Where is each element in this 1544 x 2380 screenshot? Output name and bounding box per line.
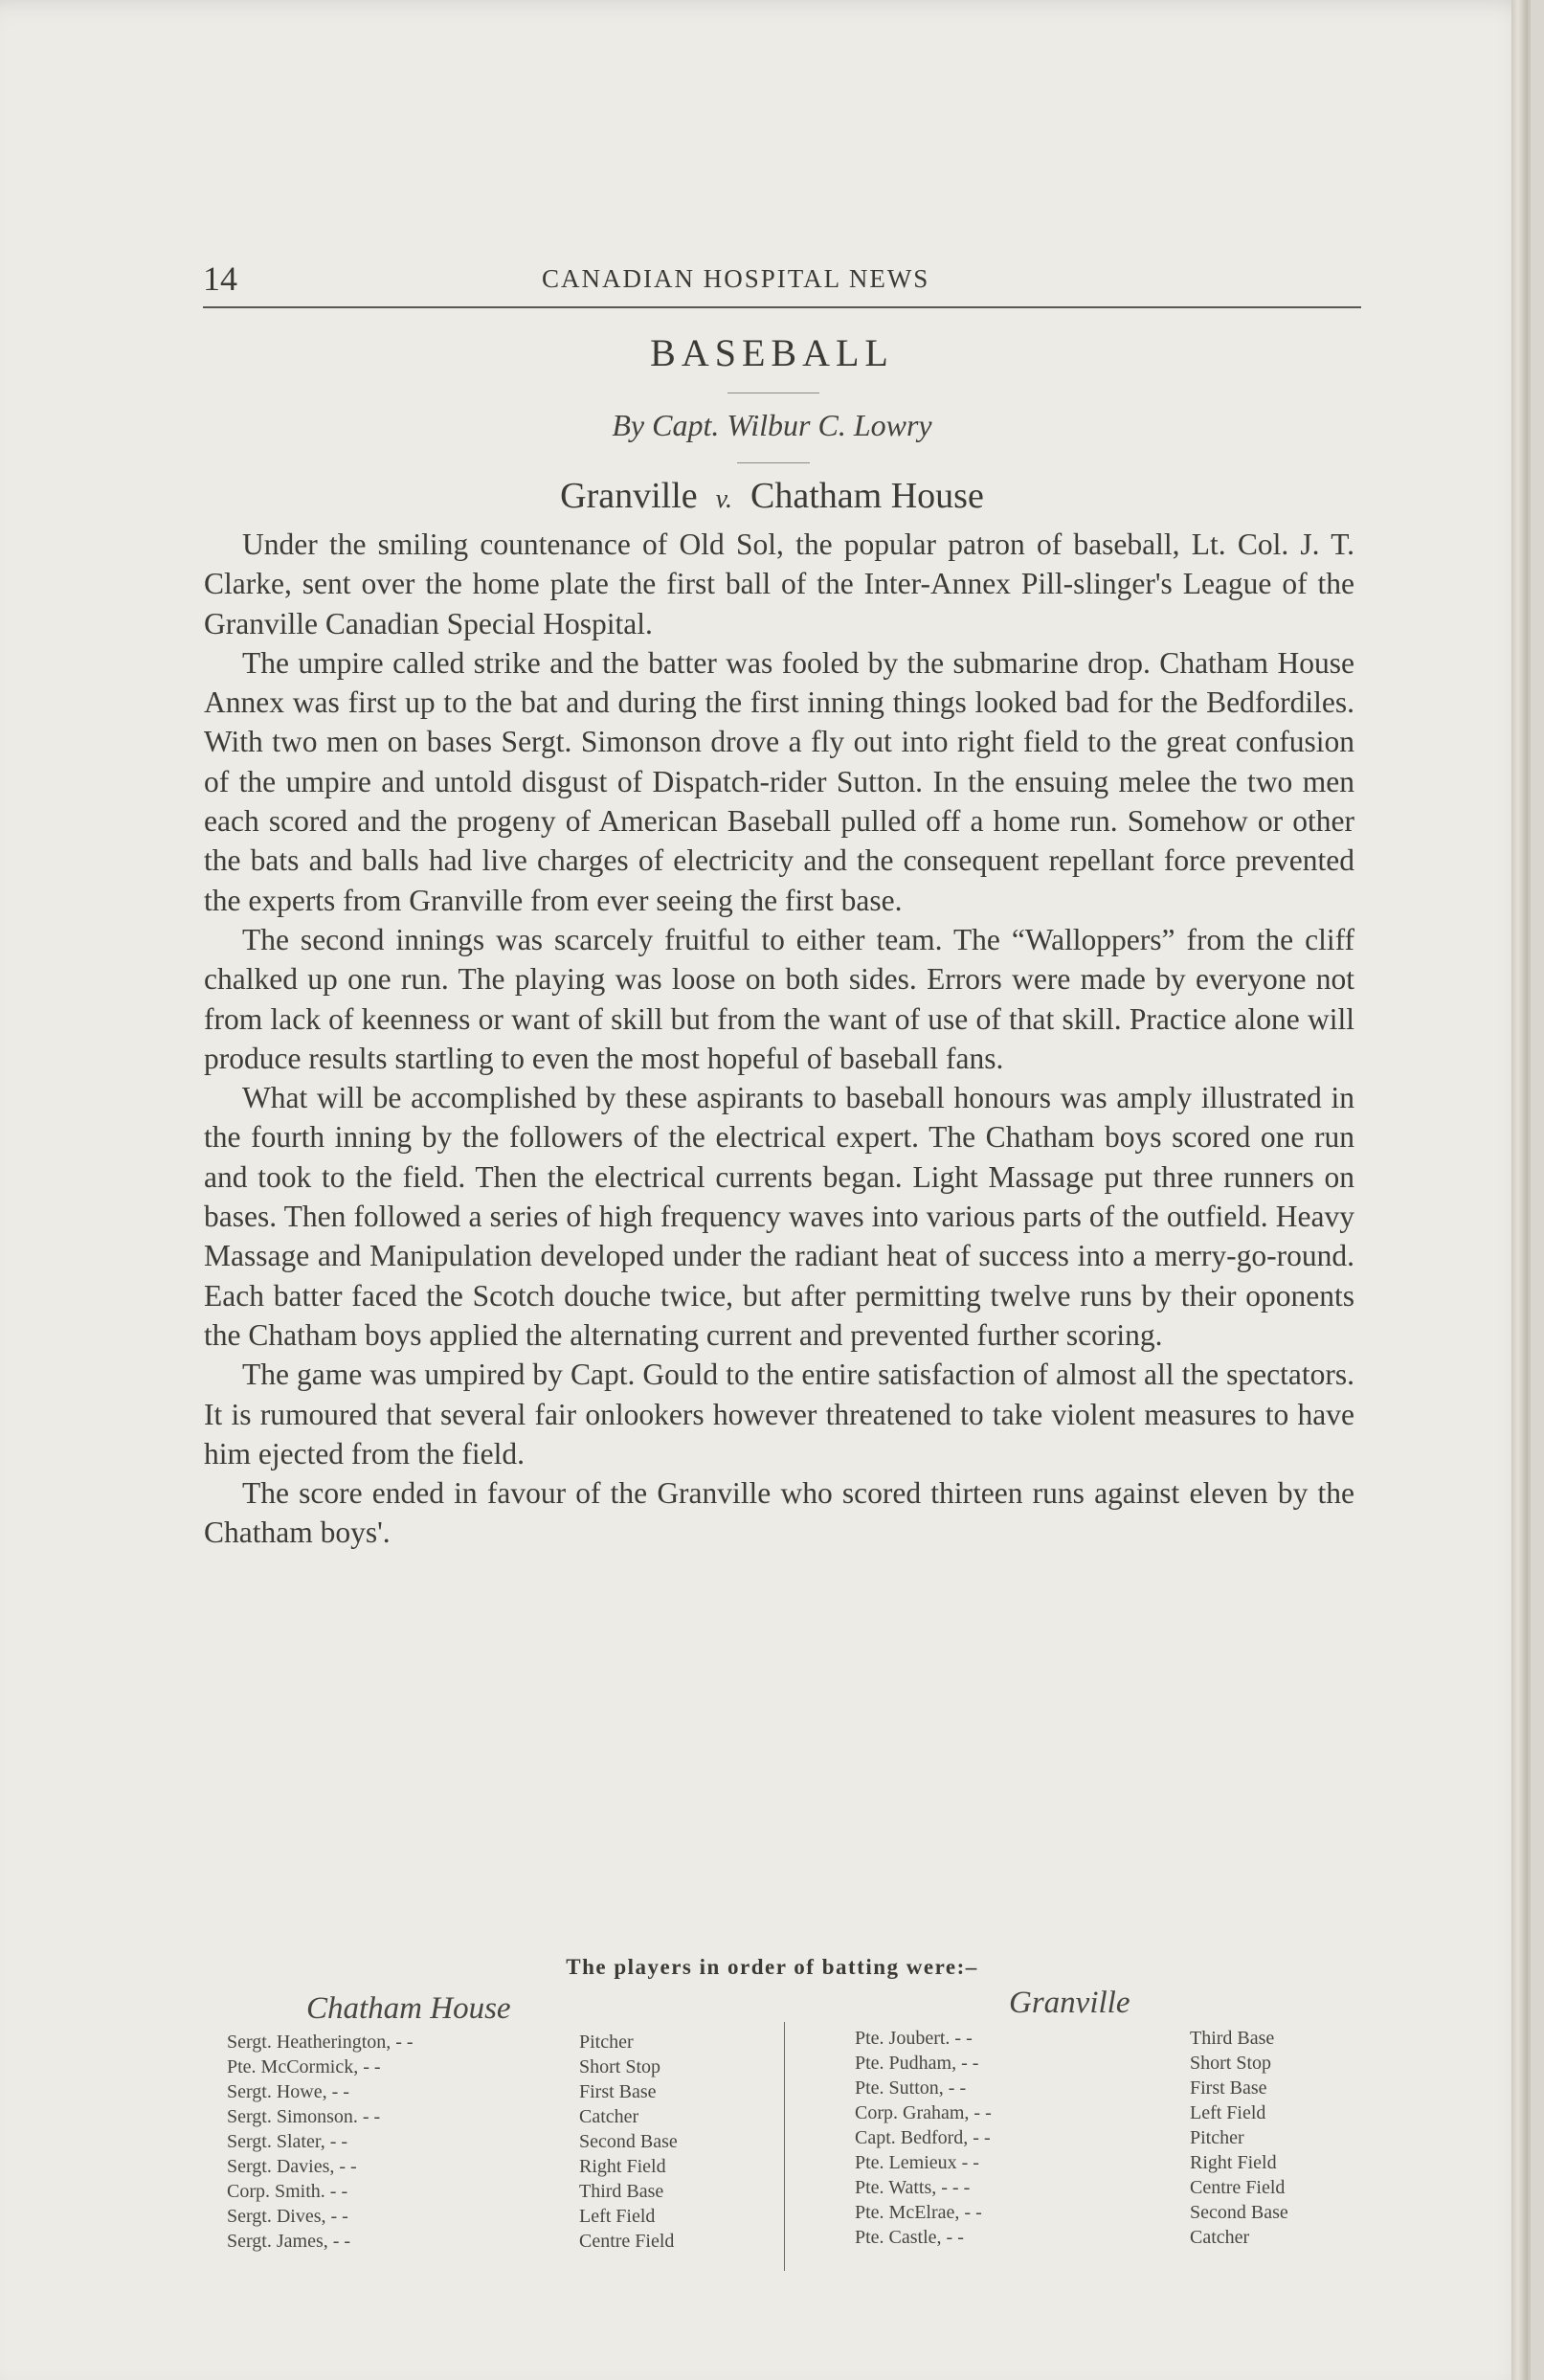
player-position: Short Stop [579, 2056, 661, 2077]
player-name: Sergt. Dives, - - [227, 2206, 348, 2227]
article-byline: By Capt. Wilbur C. Lowry [612, 408, 932, 442]
roster-row [227, 2104, 734, 2129]
subtitle-versus: v. [715, 484, 733, 514]
roster-row [855, 2100, 1353, 2125]
article-paragraph: The score ended in favour of the Granville who scored thirteen runs against eleven by the Chatham boys'. [204, 1476, 1354, 1550]
roster-row [855, 2150, 1353, 2175]
article-paragraph: Under the smiling countenance of Old Sol, the popular patron of baseball, Lt. Col. J. T. Clarke, sent over the home plate the first ball of the Inter-Annex Pill-slinger's League of the Granville Canadian Special Hospital. [204, 528, 1354, 640]
article-paragraph: The second innings was scarcely fruitful to either team. The “Walloppers” from the cliff chalked up one run. The playing was loose on both sides. Errors were made by everyone not from lack of keenness or want of skill but from the want of use of that skill. Practice alone will produce results startling to even the most hopeful of baseball fans. [204, 922, 1354, 1075]
article-subtitle [0, 475, 1544, 517]
player-position: Short Stop [1190, 2053, 1272, 2074]
roster-row [855, 2125, 1353, 2150]
player-position: First Base [579, 2081, 657, 2102]
roster-row [227, 2179, 734, 2204]
player-position: First Base [1190, 2077, 1267, 2099]
player-position: Second Base [579, 2131, 678, 2152]
chatham-team-name: Chatham House [306, 1991, 511, 2026]
subtitle-away-team: Chatham House [750, 476, 984, 516]
player-name: Pte. Watts, - - - [855, 2177, 971, 2198]
article-paragraph: What will be accomplished by these aspirants to baseball honours was amply illustrated in the fourth inning by the followers of the electrical expert. The Chatham boys scored one run and took to the field. Then the electrical currents began. Light Massage put three runners on bases. Then followed a series of high frequency waves into various parts of the outfield. Heavy Massage and Manipulation developed under the radiant heat of success into a merry-go-round. Each batter faced the Scotch douche twice, but after permitting twelve runs by their oponents the Chatham boys applied the alternating current and prevented further scoring. [204, 1081, 1354, 1352]
article-paragraph: The umpire called strike and the batter was fooled by the submarine drop. Chatham House Annex was first up to the bat and during the first inning things looked bad for the Bedfordiles. With two men on bases Sergt. Simonson drove a fly out into right field to the great confusion of the umpire and untold disgust of Dispatch-rider Sutton. In the ensuing melee the two men each scored and the progeny of American Baseball pulled off a home run. Somehow or other the bats and balls had live charges of electricity and the consequent repellant force prevented the experts from Granville from ever seeing the first base. [204, 645, 1354, 917]
player-name: Sergt. Davies, - - [227, 2156, 357, 2177]
player-position: Centre Field [1190, 2177, 1286, 2198]
player-position: Pitcher [1190, 2127, 1244, 2148]
roster-row [855, 2200, 1353, 2225]
player-position: Right Field [579, 2156, 666, 2177]
roster-row [227, 2229, 734, 2254]
player-position: Catcher [579, 2106, 639, 2127]
subtitle-home-team: Granville [560, 476, 698, 516]
roster-row [227, 2129, 734, 2154]
page-number: 14 [203, 259, 237, 298]
player-name: Sergt. James, - - [227, 2231, 351, 2252]
player-position: Pitcher [579, 2032, 634, 2053]
byline-rule [737, 462, 810, 463]
lineups-heading: The players in order of batting were:– [566, 1955, 978, 1979]
granville-team-name: Granville [1009, 1986, 1130, 2020]
player-name: Pte. Lemieux - - [855, 2152, 979, 2173]
player-position: Centre Field [579, 2231, 675, 2252]
player-name: Sergt. Howe, - - [227, 2081, 349, 2102]
running-head: CANADIAN HOSPITAL NEWS [542, 264, 930, 293]
player-name: Pte. Pudham, - - [855, 2053, 979, 2074]
player-name: Corp. Smith. - - [227, 2181, 348, 2202]
player-name: Pte. Sutton, - - [855, 2077, 967, 2099]
roster-row [227, 2054, 734, 2079]
player-position: Second Base [1190, 2202, 1288, 2223]
player-position: Third Base [1190, 2028, 1275, 2049]
article-title: BASEBALL [650, 331, 894, 374]
roster-row [855, 2225, 1353, 2250]
player-position: Left Field [579, 2206, 656, 2227]
player-name: Sergt. Slater, - - [227, 2131, 348, 2152]
player-name: Sergt. Heatherington, - - [227, 2032, 414, 2053]
roster-row [855, 2051, 1353, 2076]
player-name: Pte. Joubert. - - [855, 2028, 973, 2049]
roster-row [227, 2030, 734, 2054]
granville-roster [855, 2026, 1353, 2250]
roster-row [855, 2175, 1353, 2200]
player-position: Catcher [1190, 2227, 1250, 2248]
chatham-roster [227, 2030, 734, 2254]
roster-row [227, 2079, 734, 2104]
roster-divider [784, 2022, 785, 2271]
player-position: Left Field [1190, 2102, 1266, 2123]
roster-row [855, 2026, 1353, 2051]
roster-row [227, 2154, 734, 2179]
page-header [203, 258, 1361, 308]
player-name: Pte. McElrae, - - [855, 2202, 982, 2223]
roster-row [855, 2076, 1353, 2100]
player-position: Third Base [579, 2181, 664, 2202]
player-position: Right Field [1190, 2152, 1277, 2173]
player-name: Capt. Bedford, - - [855, 2127, 991, 2148]
roster-row [227, 2204, 734, 2229]
player-name: Pte. McCormick, - - [227, 2056, 381, 2077]
player-name: Pte. Castle, - - [855, 2227, 964, 2248]
player-name: Sergt. Simonson. - - [227, 2106, 381, 2127]
article-paragraph: The game was umpired by Capt. Gould to the entire satisfaction of almost all the spectators. It is rumoured that several fair onlookers however threatened to take violent measures to have him ejected from the field. [204, 1358, 1354, 1471]
article-body [204, 525, 1354, 1553]
player-name: Corp. Graham, - - [855, 2102, 992, 2123]
